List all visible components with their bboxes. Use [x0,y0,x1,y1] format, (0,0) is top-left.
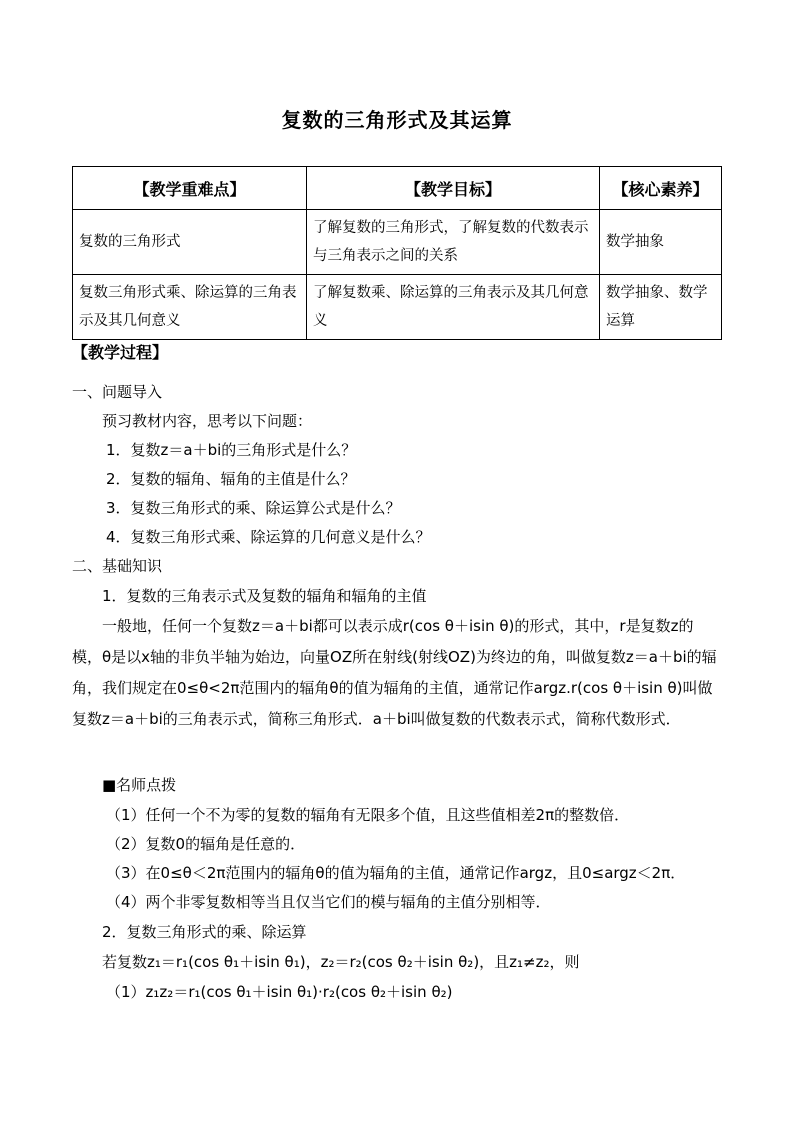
subsection-heading: 1．复数的三角表示式及复数的辐角和辐角的主值 [102,587,427,605]
definition-paragraph: 一般地，任何一个复数z＝a＋bi都可以表示成r(cos θ＋isin θ)的形式，其中，r是复数z的模，θ是以x轴的非负半轴为始边，向量OZ所在射线(射线OZ)为终边的角，叫做复数z＝a＋bi的辐角，我们规定在0≤θ<2π范围内的辐角θ的值为辐角的主值，通常记作argz.r(cos θ＋isin θ)叫做复数z＝a＋bi的三角表示式，简称三角形式．a＋bi叫做复数的代数表示式，简称代数形式． [72,617,717,728]
tip-item: （3）在0≤θ＜2π范围内的辐角θ的值为辐角的主值，通常记作argz，且0≤argz＜2π． [106,864,686,882]
table-row [73,275,722,340]
table-header-row [73,167,722,210]
tip-item: （4）两个非零复数相等当且仅当它们的模与辐角的主值分别相等． [106,893,551,911]
table-row [73,210,722,275]
question-item: 2．复数的辐角、辐角的主值是什么？ [106,470,356,488]
header-goals: 【教学目标】 [307,167,600,210]
subsection-heading: 2．复数三角形式的乘、除运算 [102,923,307,941]
formula-line: （1）z₁z₂＝r₁(cos θ₁＋isin θ₁)·r₂(cos θ₂＋isin θ₂) [106,983,453,1001]
table-cell: 复数三角形式乘、除运算的三角表示及其几何意义 [73,275,307,340]
page-title: 复数的三角形式及其运算 [281,108,513,132]
header-key-points: 【教学重难点】 [73,167,307,210]
tip-item: （2）复数0的辐角是任意的． [106,835,306,853]
table-cell: 数学抽象 [600,210,722,275]
question-item: 4．复数三角形式乘、除运算的几何意义是什么？ [106,528,431,546]
tip-item: （1）任何一个不为零的复数的辐角有无限多个值，且这些值相差2π的整数倍． [106,806,630,824]
process-heading: 【教学过程】 [72,343,169,362]
section-heading: 二、基础知识 [72,557,163,575]
table-cell: 了解复数的三角形式，了解复数的代数表示与三角表示之间的关系 [307,210,600,275]
table-cell: 了解复数乘、除运算的三角表示及其几何意义 [307,275,600,340]
question-item: 1．复数z＝a＋bi的三角形式是什么？ [106,441,357,459]
header-literacy: 【核心素养】 [600,167,722,210]
question-item: 3．复数三角形式的乘、除运算公式是什么？ [106,499,401,517]
table-cell: 数学抽象、数学运算 [600,275,722,340]
tip-heading: ■名师点拨 [102,776,177,794]
table-cell: 复数的三角形式 [73,210,307,275]
condition-line: 若复数z₁＝r₁(cos θ₁＋isin θ₁)，z₂＝r₂(cos θ₂＋isin θ₂)，且z₁≠z₂，则 [102,953,580,971]
paragraph: 预习教材内容，思考以下问题： [102,412,313,430]
objectives-table [72,166,722,340]
section-heading: 一、问题导入 [72,383,163,401]
